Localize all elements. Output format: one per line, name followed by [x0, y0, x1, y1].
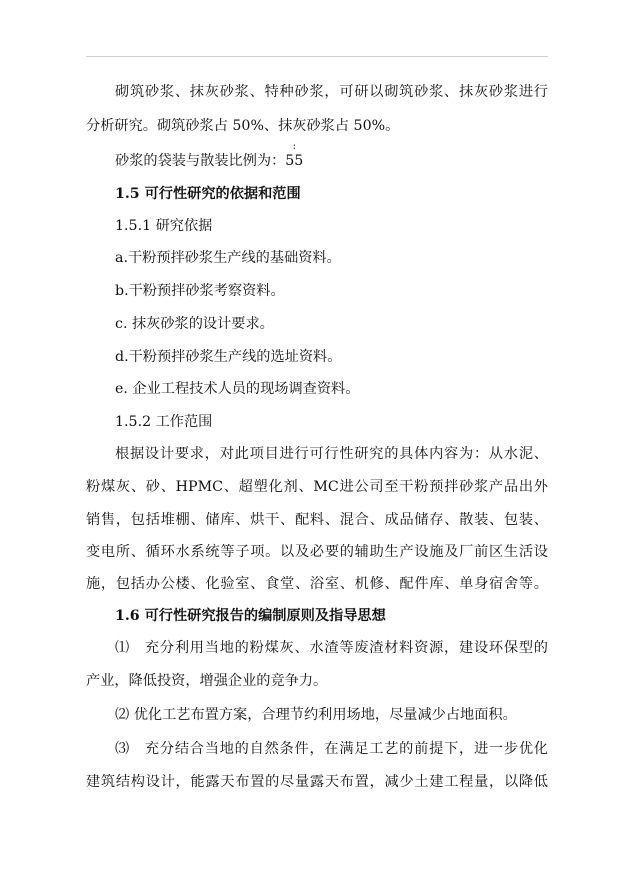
- section-heading-1-5: 1.5 可行性研究的依据和范围: [115, 186, 301, 202]
- header-rule: [86, 56, 548, 57]
- paragraph-line: 产业，降低投资，增强企业的竞争力。: [86, 673, 328, 689]
- ratio-colon: :: [292, 141, 296, 152]
- list-item: b.干粉预拌砂浆考察资料。: [115, 283, 285, 299]
- list-item: e. 企业工程技术人员的现场调查资料。: [115, 381, 360, 397]
- section-heading-1-6: 1.6 可行性研究报告的编制原则及指导思想: [115, 608, 386, 624]
- paragraph-line: 施，包括办公楼、化验室、食堂、浴室、机修、配件库、单身宿舍等。: [86, 576, 548, 592]
- paragraph-line: 粉煤灰、砂、HPMC、超塑化剂、MC进公司至干粉预拌砂浆产品出外: [86, 479, 548, 495]
- ratio-right: 5: [294, 153, 304, 169]
- paragraph-line: ⑵ 优化工艺布置方案，合理节约利用场地，尽量减少占地面积。: [115, 707, 517, 723]
- list-item: a.干粉预拌砂浆生产线的基础资料。: [115, 250, 341, 266]
- paragraph-line: 根据设计要求，对此项目进行可行性研究的具体内容为：从水泥、: [115, 446, 548, 462]
- paragraph-line: 砌筑砂浆、抹灰砂浆、特种砂浆，可研以砌筑砂浆、抹灰砂浆进行: [115, 84, 548, 100]
- subsection-heading-1-5-2: 1.5.2 工作范围: [115, 414, 213, 430]
- ratio-prefix: 砂浆的袋装与散装比例为：: [115, 153, 286, 169]
- paragraph-line: ⑶ 充分结合当地的自然条件，在满足工艺的前提下，进一步优化: [115, 741, 548, 757]
- paragraph-line: ⑴ 充分利用当地的粉煤灰、水渣等废渣材料资源，建设环保型的: [115, 640, 548, 656]
- ratio-value: [285, 141, 304, 171]
- ratio-line: [115, 141, 548, 171]
- list-item: d.干粉预拌砂浆生产线的选址资料。: [115, 349, 342, 365]
- list-item: c. 抹灰砂浆的设计要求。: [115, 316, 274, 332]
- paragraph-line: 销售，包括堆棚、储库、烘干、配料、混合、成品储存、散装、包装、: [86, 512, 548, 528]
- paragraph-line: 建筑结构设计，能露天布置的尽量露天布置，减少土建工程量，以降低: [86, 774, 548, 790]
- subsection-heading-1-5-1: 1.5.1 研究依据: [115, 218, 213, 234]
- paragraph-line: 分析研究。砌筑砂浆占 50%、抹灰砂浆占 50%。: [86, 118, 400, 134]
- paragraph-line: 变电所、循环水系统等子项。以及必要的辅助生产设施及厂前区生活设: [86, 544, 548, 560]
- ratio-left: 5: [285, 153, 295, 169]
